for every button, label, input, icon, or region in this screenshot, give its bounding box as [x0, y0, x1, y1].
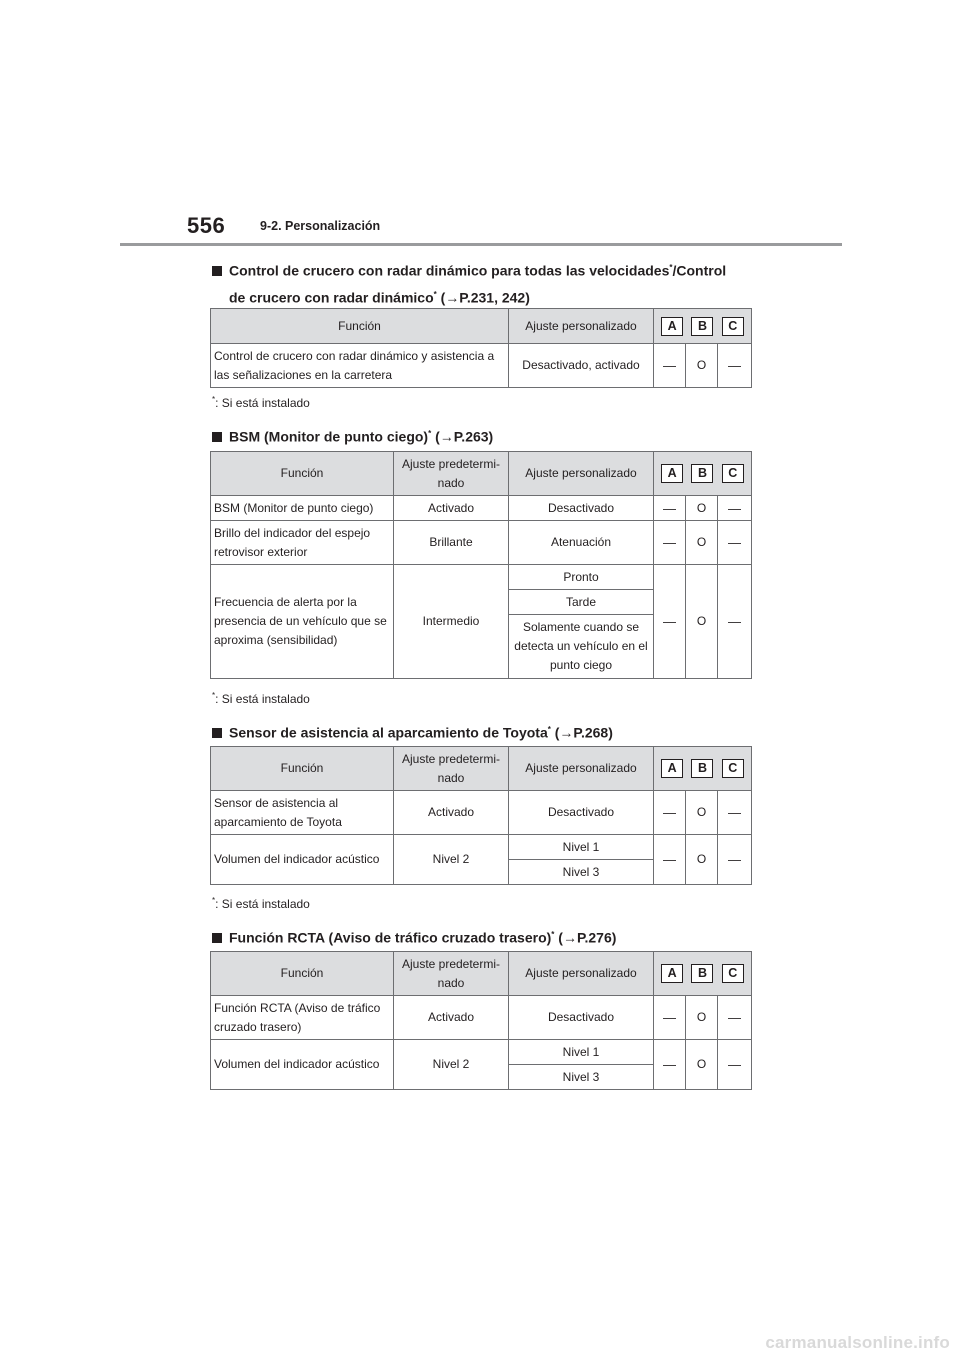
table-row: Volumen del indicador acústico Nivel 2 Nivel 1 — O — — [211, 1040, 752, 1065]
table-header-row: Función Ajuste predetermi- nado Ajuste personalizado A B C — [211, 952, 752, 996]
footnote: *: Si está instalado — [212, 896, 310, 911]
table-row: Volumen del indicador acústico Nivel 2 Nivel 1 — O — — [211, 835, 752, 860]
square-bullet-icon — [212, 266, 222, 276]
table-bsm — [210, 451, 752, 679]
table-row: Nivel 3 — [211, 1065, 752, 1090]
col-badges-header — [654, 309, 752, 344]
section-heading-rcta: Función RCTA (Aviso de tráfico cruzado trasero)* (→P.276) — [212, 923, 616, 950]
badge-b-icon: B — [691, 759, 713, 778]
section-heading-radar-cruise: Control de crucero con radar dinámico para todas las velocidades*/Control de crucero con radar dinámico* (→P.231, 242) — [212, 256, 726, 309]
badge-c-icon: C — [722, 317, 744, 336]
table-row: Sensor de asistencia al aparcamiento de Toyota Activado Desactivado — O — — [211, 791, 752, 835]
badge-a-icon: A — [661, 317, 683, 336]
section-title: 9-2. Personalización — [260, 219, 381, 233]
table-header-row — [211, 309, 752, 344]
badge-b-icon: B — [691, 464, 713, 483]
section-heading-parking-sensor: Sensor de asistencia al aparcamiento de Toyota* (→P.268) — [212, 718, 613, 745]
table-row: Función RCTA (Aviso de tráfico cruzado trasero) Activado Desactivado — O — — [211, 996, 752, 1040]
table-row: Frecuencia de alerta por la presencia de un vehículo que se aproxima (sensibilidad) Intermedio Pronto — O — — [211, 565, 752, 590]
badge-c-icon: C — [722, 759, 744, 778]
page-number: 556 — [187, 213, 226, 238]
badge-c-icon: C — [722, 964, 744, 983]
section-heading-bsm: BSM (Monitor de punto ciego)* (→P.263) — [212, 422, 493, 449]
square-bullet-icon — [212, 432, 222, 442]
table-parking-sensor — [210, 746, 752, 885]
badge-b-icon: B — [691, 964, 713, 983]
watermark-text: carmanualsonline.info — [765, 1333, 950, 1352]
table-header-row: Función Ajuste predetermi- nado Ajuste personalizado A B C — [211, 452, 752, 496]
table-row: BSM (Monitor de punto ciego) Activado Desactivado — O — — [211, 496, 752, 521]
badge-c-icon: C — [722, 464, 744, 483]
table-header-row: Función Ajuste predetermi- nado Ajuste personalizado A B C — [211, 747, 752, 791]
col-function-header: Función — [211, 309, 509, 344]
table-row: Brillo del indicador del espejo retrovisor exterior Brillante Atenuación — O — — [211, 521, 752, 565]
badge-b-icon: B — [691, 317, 713, 336]
table-rcta — [210, 951, 752, 1090]
col-custom-header: Ajuste personalizado — [509, 309, 654, 344]
table-row: Control de crucero con radar dinámico y asistencia a las señalizaciones en la carretera Desactivado, activado — O — — [211, 344, 752, 388]
badge-a-icon: A — [661, 759, 683, 778]
badge-a-icon: A — [661, 464, 683, 483]
table-row: Tarde — [211, 590, 752, 615]
footnote: *: Si está instalado — [212, 691, 310, 706]
header-divider — [120, 243, 842, 246]
table-row: Nivel 3 — [211, 860, 752, 885]
badge-a-icon: A — [661, 964, 683, 983]
table-radar-cruise — [210, 308, 752, 388]
square-bullet-icon — [212, 728, 222, 738]
footnote: *: Si está instalado — [212, 395, 310, 410]
square-bullet-icon — [212, 933, 222, 943]
table-row: Solamente cuando se detecta un vehículo en el punto ciego — [211, 615, 752, 679]
